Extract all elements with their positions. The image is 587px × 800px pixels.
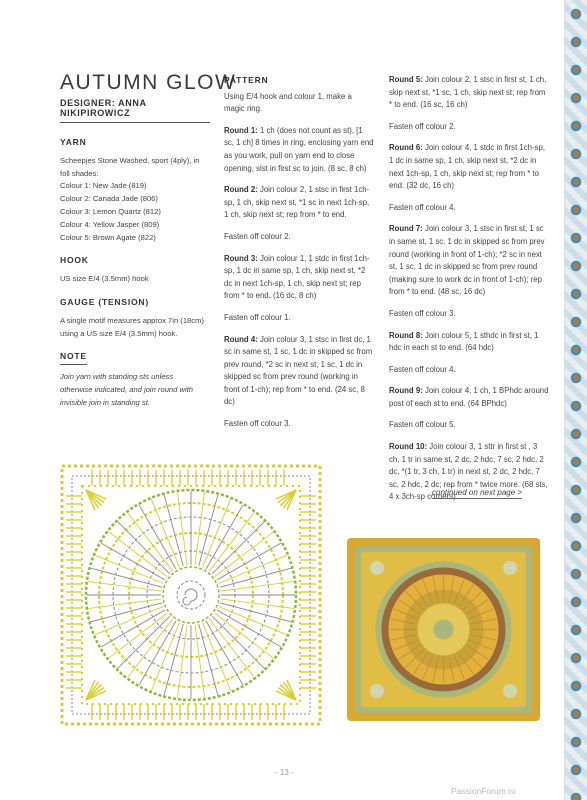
fasten-off-note: Fasten off colour 4. bbox=[389, 364, 456, 374]
yarn-line: Colour 3: Lemon Quartz (812) bbox=[60, 206, 161, 216]
crochet-chart-diagram bbox=[58, 462, 324, 728]
fasten-off-note: Fasten off colour 1. bbox=[224, 312, 291, 322]
round-instruction: Round 6: Join colour 4, 1 stdc in first 1ch-sp, 1 dc in same sp, 1 ch, skip next st, *2 dc in next 1ch-sp, 1 ch, skip next st; rep from * to end. (32 dc, 16 ch) bbox=[389, 143, 545, 191]
diagram-stitch bbox=[117, 616, 169, 668]
fasten-off-note: Fasten off colour 3. bbox=[389, 308, 456, 318]
gauge-line: A single motif measures approx 7in (18cm) bbox=[60, 315, 204, 325]
hook-text: US size E/4 (3.5mm) hook bbox=[60, 274, 149, 284]
pattern-title: AUTUMN GLOW bbox=[60, 71, 237, 94]
round-label: Round 6: bbox=[389, 143, 423, 153]
fasten-off-note: Fasten off colour 4. bbox=[389, 202, 456, 212]
pattern-heading: PATTERN bbox=[224, 75, 269, 85]
round-instruction: Round 8: Join colour 5, 1 sthdc in first st, 1 hdc in each st to end. (64 hdc) bbox=[389, 330, 539, 353]
round-label: Round 1: bbox=[224, 125, 258, 135]
yarn-line: Scheepjes Stone Washed, sport (4ply), in bbox=[60, 155, 200, 165]
round-list bbox=[224, 125, 374, 431]
pattern-column-1 bbox=[224, 74, 374, 440]
round-label: Round 4: bbox=[224, 334, 258, 344]
note-line: invisible join in standing st. bbox=[60, 397, 150, 407]
yarn-line: Colour 4: Yellow Jasper (809) bbox=[60, 219, 160, 229]
diagram-stitch bbox=[88, 599, 161, 609]
diagram-stitch bbox=[212, 521, 264, 573]
round-label: Round 8: bbox=[389, 330, 423, 340]
note-line: otherwise indicated, and join round with bbox=[60, 384, 193, 394]
round-instruction: Round 5: Join colour 2, 1 stsc in first st, 1 ch, skip next st, *1 sc, 1 ch, skip next st; rep from * to end. (16 sc, 16 ch) bbox=[389, 75, 547, 110]
gauge-line: using a US size E/4 (3.5mm) hook. bbox=[60, 328, 178, 338]
page-number: - 13 - bbox=[275, 768, 294, 777]
diagram-ring bbox=[163, 567, 219, 623]
round-instruction: Round 3: Join colour 1, 1 stdc in first 1ch-sp, 1 dc in same sp, 1 ch, skip next st, *2 dc in next 1ch-sp, 1 ch, skip next st; rep from * to end. (16 dc, 8 ch) bbox=[224, 253, 370, 301]
note-text bbox=[60, 371, 212, 409]
magic-ring-symbol bbox=[183, 589, 197, 605]
round-label: Round 10: bbox=[389, 442, 428, 452]
note-heading: NOTE bbox=[60, 350, 87, 365]
diagram-stitch bbox=[212, 616, 264, 668]
hook-heading: HOOK bbox=[60, 255, 89, 266]
fasten-off-note: Fasten off colour 5. bbox=[389, 420, 456, 430]
round-list bbox=[389, 74, 549, 504]
hook-details bbox=[60, 273, 212, 286]
decorative-border bbox=[564, 0, 587, 800]
round-instruction: Round 9: Join colour 4, 1 ch, 1 BPhdc around post of each st to end. (64 BPhdc) bbox=[389, 386, 549, 408]
round-instruction: Round 1: 1 ch (does not count as st), [1 sc, 1 ch] 8 times in ring, enclosing yarn end as you work, pull on yarn end to close opening, slst in first sc to join. (8 sc, 8 ch) bbox=[224, 125, 374, 173]
round-instruction: Round 7: Join colour 3, 1 stsc in first st, 1 sc in same st, 1 sc, 1 dc in skipped sc from prev round (working in front of 1-ch); *2 sc in next st, 1 sc, 1 dc in skipped sc from prev round (making sure to work dc in front of 1-ch); rep from * to end. (48 sc, 16 dc) bbox=[389, 224, 545, 297]
round-instruction: Round 2: Join colour 2, 1 stsc in first 1ch-sp, 1 ch, skip next st, *1 sc in next 1ch-sp, 1 ch, skip next st; rep from * to end. bbox=[224, 185, 370, 220]
motif-photo bbox=[347, 538, 540, 721]
round-label: Round 9: bbox=[389, 386, 423, 396]
designer-credit: DESIGNER: ANNA NIKIPIROWICZ bbox=[60, 98, 210, 123]
yarn-line: foll shades: bbox=[60, 168, 99, 178]
round-instruction: Round 10: Join colour 3, 1 sttr in first st , 3 ch, 1 tr in same st, 2 dc, 2 hdc, 7 sc, 2 hdc, 2 dc, *(1 tr, 3 ch, 1 tr) in next st, 2 dc, 2 hdc, 7 sc, 2 hdc, 2 dc; rep from * twice more. (68 sts, 4 x 3ch-sp corners) bbox=[389, 442, 548, 502]
fasten-off-note: Fasten off colour 2. bbox=[389, 121, 456, 131]
round-instruction: Round 4: Join colour 3, 1 stsc in first dc, 1 sc in same st, 1 sc, 1 dc in skipped sc from prev round, *2 sc in next st, 1 sc, 1 dc in skipped sc from prev round (working in front of 1-ch); rep from * to end. (24 sc, 8 dc) bbox=[224, 334, 373, 407]
photo-centre bbox=[434, 620, 454, 640]
note-line: Join yarn with standing sts unless bbox=[60, 372, 174, 382]
round-label: Round 3: bbox=[224, 253, 258, 263]
continued-link[interactable]: continued on next page > bbox=[432, 488, 523, 497]
photo-corner-hole bbox=[503, 684, 517, 698]
pattern-column-2 bbox=[389, 74, 549, 513]
round-label: Round 7: bbox=[389, 224, 423, 234]
yarn-details bbox=[60, 155, 212, 245]
gauge-heading: GAUGE (TENSION) bbox=[60, 296, 149, 307]
diagram-stitch bbox=[117, 521, 169, 573]
yarn-line: Colour 2: Canada Jade (806) bbox=[60, 194, 158, 204]
diagram-stitch bbox=[177, 625, 187, 698]
diagram-stitch bbox=[220, 568, 291, 587]
pattern-intro: Using E/4 hook and colour 1, make a magic ring. bbox=[224, 91, 352, 114]
photo-corner-hole bbox=[370, 561, 384, 575]
photo-corner-hole bbox=[503, 561, 517, 575]
fasten-off-note: Fasten off colour 2. bbox=[224, 231, 291, 241]
yarn-line: Colour 1: New Jade (819) bbox=[60, 181, 147, 191]
round-label: Round 5: bbox=[389, 75, 423, 84]
gauge-details bbox=[60, 315, 212, 341]
yarn-line: Colour 5: Brown Agate (822) bbox=[60, 232, 156, 242]
watermark-text: PassionForum.ru bbox=[451, 786, 516, 796]
materials-column bbox=[60, 136, 212, 420]
yarn-heading: YARN bbox=[60, 137, 87, 147]
fasten-off-note: Fasten off colour 3. bbox=[224, 419, 291, 429]
round-label: Round 2: bbox=[224, 185, 258, 195]
photo-corner-hole bbox=[370, 684, 384, 698]
diagram-ring bbox=[177, 581, 205, 609]
